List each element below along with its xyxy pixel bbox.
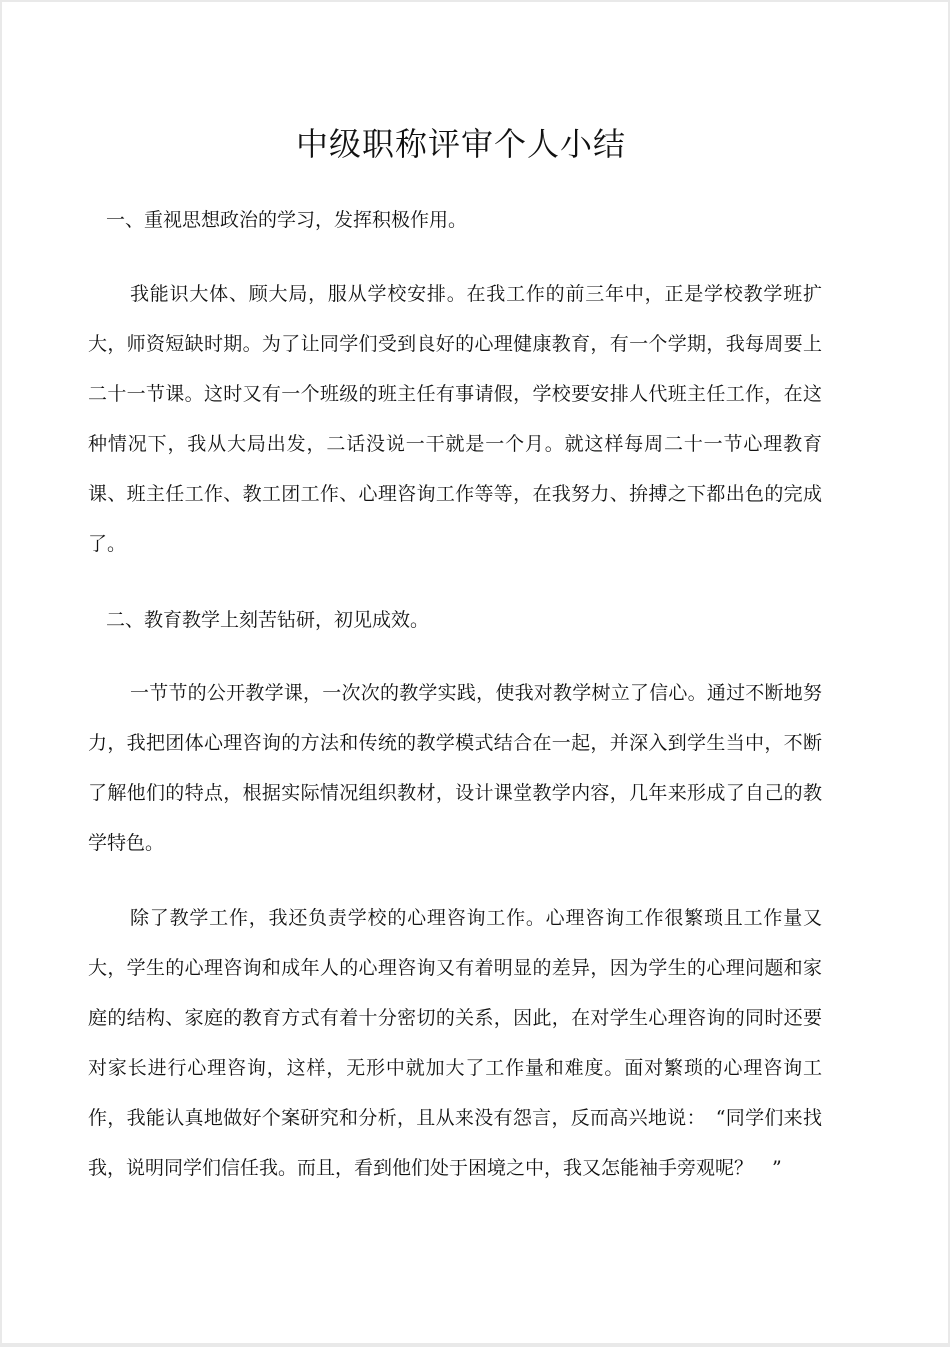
section-2-paragraph-1: 一节节的公开教学课，一次次的教学实践，使我对教学树立了信心。通过不断地努力，我把团体心理咨询的方法和传统的教学模式结合在一起，并深入到学生当中，不断了解他们的特点，根据实际情况组织教材，设计课堂教学内容，几年来形成了自己的教学特色。 (88, 682, 822, 854)
document-title: 中级职称评审个人小结 (295, 125, 626, 163)
document-page (2, 2, 948, 1343)
section-1-paragraph-1: 我能识大体、顾大局，服从学校安排。在我工作的前三年中，正是学校教学班扩大，师资短缺时期。为了让同学们受到良好的心理健康教育，有一个学期，我每周要上二十一节课。这时又有一个班级的班主任有事请假，学校要安排人代班主任工作，在这种情况下，我从大局出发，二话没说一干就是一个月。就这样每周二十一节心理教育课、班主任工作、教工团工作、心理咨询工作等等，在我努力、拚搏之下都出色的完成了。 (88, 283, 822, 555)
section-heading-1: 一、重视思想政治的学习，发挥积极作用。 (106, 209, 468, 231)
section-heading-2: 二、教育教学上刻苦钻研，初见成效。 (106, 609, 430, 631)
section-2-paragraph-2: 除了教学工作，我还负责学校的心理咨询工作。心理咨询工作很繁琐且工作量又大，学生的心理咨询和成年人的心理咨询又有着明显的差异，因为学生的心理问题和家庭的结构、家庭的教育方式有着十分密切的关系，因此，在对学生心理咨询的同时还要对家长进行心理咨询，这样，无形中就加大了工作量和难度。面对繁琐的心理咨询工作，我能认真地做好个案研究和分析，且从来没有怨言，反而高兴地说： “同学们来找我，说明同学们信任我。而且，看到他们处于困境之中，我又怎能袖手旁观呢？ ” (88, 907, 822, 1179)
